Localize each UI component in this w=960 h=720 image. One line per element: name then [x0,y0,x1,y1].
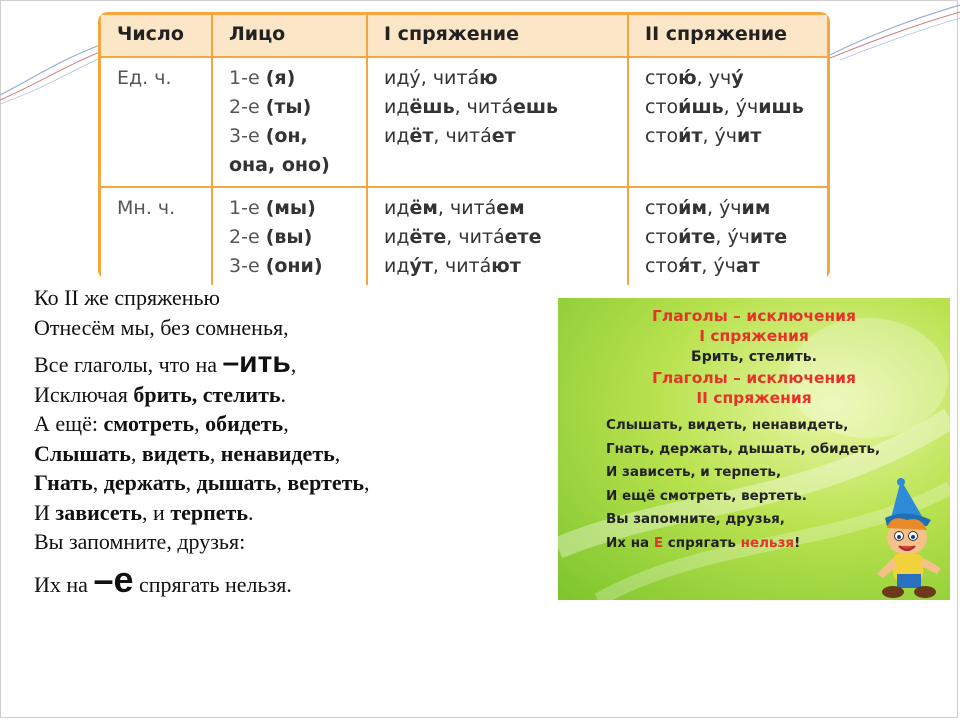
person-line [229,64,358,93]
poem-text: , [130,440,142,466]
poem-text: Отнесём мы, без сомненья, [34,314,289,340]
personal-pronoun: (я) [265,67,296,89]
poem-text: Все глаголы, что на [34,352,223,377]
cell-persons-plural [212,187,367,285]
cell-number-plural: Мн. ч. [101,187,212,285]
exceptions-text-segment: спрягать [663,534,741,551]
verb-stem: , чита́ [433,125,492,147]
poem-text: Их на [34,571,94,597]
header-conj2: II спряжение [628,15,827,57]
table-header-row [101,15,827,57]
verb-form-line [384,122,619,151]
verb-form-line [384,252,619,281]
poem-text: , [276,470,288,495]
person-line [229,194,358,223]
verb-ending: ёт [409,125,434,147]
poem-line [34,348,544,380]
poem-verb: смотреть [103,411,195,436]
verb-stem: ид [384,226,410,248]
poem-verb: дышать [196,470,277,495]
verb-ending: ет [491,125,516,147]
poem-text: , [364,470,370,495]
header-conj1: I спряжение [367,15,628,57]
verb-stem: сто [645,67,679,89]
poem-line [34,409,544,439]
person-line [229,223,358,252]
personal-pronoun: она, оно) [229,154,330,176]
verb-ending: ете [504,226,542,248]
verb-stem: , чита́ [446,226,505,248]
verb-stem: , уч [696,67,732,89]
verb-stem: сто [645,96,679,118]
exceptions-line [606,438,950,462]
verb-stem: , у́ч [706,197,742,219]
poem-line [34,380,544,410]
table-row-plural [101,187,827,285]
cell-number-singular: Ед. ч. [101,57,212,187]
exceptions-title-2: Глаголы – исключения [651,369,856,387]
exceptions-subtitle-1: I спряжения [699,327,809,345]
cell-conj2-plural [628,187,827,285]
poem-verb: обидеть [205,411,284,436]
person-number: 1-е [229,67,260,89]
verb-form-line [384,93,619,122]
verb-ending: я́т [678,255,702,277]
person-number: 1-е [229,197,260,219]
verb-stem: , чита́ [432,255,492,277]
person-line [229,151,358,180]
poem-text: Ко II же спряженью [34,285,220,310]
poem-text: , [209,440,221,466]
verb-stem: сто [645,197,679,219]
exceptions-title-1: Глаголы – исключения [651,307,856,325]
header-person: Лицо [212,15,367,57]
personal-pronoun: (мы) [265,197,316,219]
verb-stem: , у́ч [701,255,736,277]
verb-ending: ите [749,226,788,248]
verb-ending: ю́ [678,67,697,89]
exceptions-panel [558,298,950,600]
verb-ending: и́шь [678,96,724,118]
verb-ending: у́т [409,255,433,277]
poem-text: , [185,470,197,495]
poem-verb: ненавидеть [220,440,335,466]
exceptions-subtitle-2: II спряжения [696,389,812,407]
poem-text: , [290,352,297,377]
verb-ending: ишь [758,96,804,118]
verb-ending: ём [409,197,438,219]
verb-form-line [645,122,819,151]
verb-ending: ́ю [479,67,498,89]
verb-stem: сто [645,255,679,277]
poem-ending: –ить [222,346,291,379]
exceptions-text-segment: Слышать, видеть, ненавидеть, [606,417,849,433]
verb-ending: ёте [409,226,447,248]
verb-stem: сто [645,125,679,147]
decorative-swoosh-right [830,0,960,60]
verb-form-line [645,223,819,252]
poem-text: , [92,470,104,495]
poem-verb: вертеть [287,470,365,495]
person-number: 2-е [229,226,260,248]
verb-ending: у́ [731,67,744,89]
poem-text: спрягать нельзя. [133,571,292,597]
poem-text: И [34,499,56,525]
exceptions-text-segment: Вы запомните, друзья, [606,511,785,527]
verb-form-line [384,223,619,252]
cell-conj1-singular [367,57,628,187]
verb-form-line [645,93,819,122]
verb-stem: , чита́ [454,96,513,118]
verb-stem: , у́ч [723,96,759,118]
verb-form-line [384,194,619,223]
verb-stem: , у́ч [702,125,738,147]
header-number: Число [101,15,212,57]
personal-pronoun: (вы) [265,226,313,248]
verb-ending: ем [496,197,525,219]
conjugation-table-frame [98,12,830,280]
cartoon-boy-illustration [861,478,950,600]
verb-ending: им [741,197,771,219]
person-line [229,93,358,122]
person-number: 3-е [229,125,260,147]
table-row-singular [101,57,827,187]
verb-stem: сто [645,226,679,248]
exceptions-highlight: нельзя [740,534,795,551]
poem-text: Исключая [34,381,134,407]
poem-line [34,313,544,343]
verb-ending: ёшь [409,96,455,118]
poem-ending: –е [93,558,134,600]
poem-line [34,558,544,600]
rule-poem [34,283,544,599]
poem-verb: терпеть [170,499,248,525]
poem-verb: видеть [141,440,210,466]
verb-form-line [645,194,819,223]
verb-ending: ит [737,125,762,147]
poem-text: . [280,381,287,407]
exceptions-highlight: Е [653,534,664,551]
person-number: 3-е [229,255,260,277]
poem-line [34,439,544,469]
poem-verb: Гнать [34,470,93,495]
poem-text: , и [142,499,171,525]
cell-conj2-singular [628,57,827,187]
personal-pronoun: (они) [265,255,323,277]
poem-verb: зависеть [55,499,143,525]
verb-ending: и́те [678,226,716,248]
exceptions-list-1: Брить, стелить. [691,349,817,365]
poem-verb: брить, стелить [133,381,281,407]
conjugation-table [101,15,827,285]
poem-text: . [248,499,254,525]
poem-line [34,527,544,557]
poem-text: , [334,440,341,466]
decorative-swoosh-left [0,0,100,110]
poem-text: , [283,411,289,436]
exceptions-line [606,414,950,438]
exceptions-text-segment: ! [794,534,801,551]
exceptions-text-segment: И ещё смотреть, вертеть. [606,487,807,504]
verb-form-line [384,64,619,93]
person-line [229,252,358,281]
person-line [229,122,358,151]
verb-stem: , чита [420,67,480,89]
verb-stem: ид [384,96,410,118]
exceptions-text-segment: Их на [606,534,654,551]
cell-conj1-plural [367,187,628,285]
personal-pronoun: (он, [265,125,308,147]
verb-stem: ид [384,197,410,219]
poem-line [34,498,544,528]
verb-stem: ид [384,125,410,147]
exceptions-text-segment: И зависеть, и терпеть, [606,464,782,480]
poem-line [34,468,544,498]
cell-persons-singular [212,57,367,187]
poem-verb: держать [103,470,186,495]
verb-ending: ешь [512,96,559,118]
poem-text: , [194,411,206,436]
verb-stem: , у́ч [715,226,750,248]
verb-stem: , чита́ [437,197,497,219]
verb-stem: ид [384,255,410,277]
poem-line [34,283,544,313]
verb-ending: ют [491,255,521,277]
verb-form-line [645,64,819,93]
verb-ending: ат [735,255,760,277]
poem-text: А ещё: [34,411,104,436]
person-number: 2-е [229,96,260,118]
personal-pronoun: (ты) [265,96,312,118]
verb-ending: и́м [678,197,707,219]
poem-verb: Слышать [34,440,131,466]
verb-stem: иду́ [384,67,421,89]
verb-form-line [645,252,819,281]
exceptions-text-segment: Гнать, держать, дышать, обидеть, [606,440,881,457]
verb-ending: и́т [678,125,703,147]
poem-text: Вы запомните, друзья: [34,529,246,554]
